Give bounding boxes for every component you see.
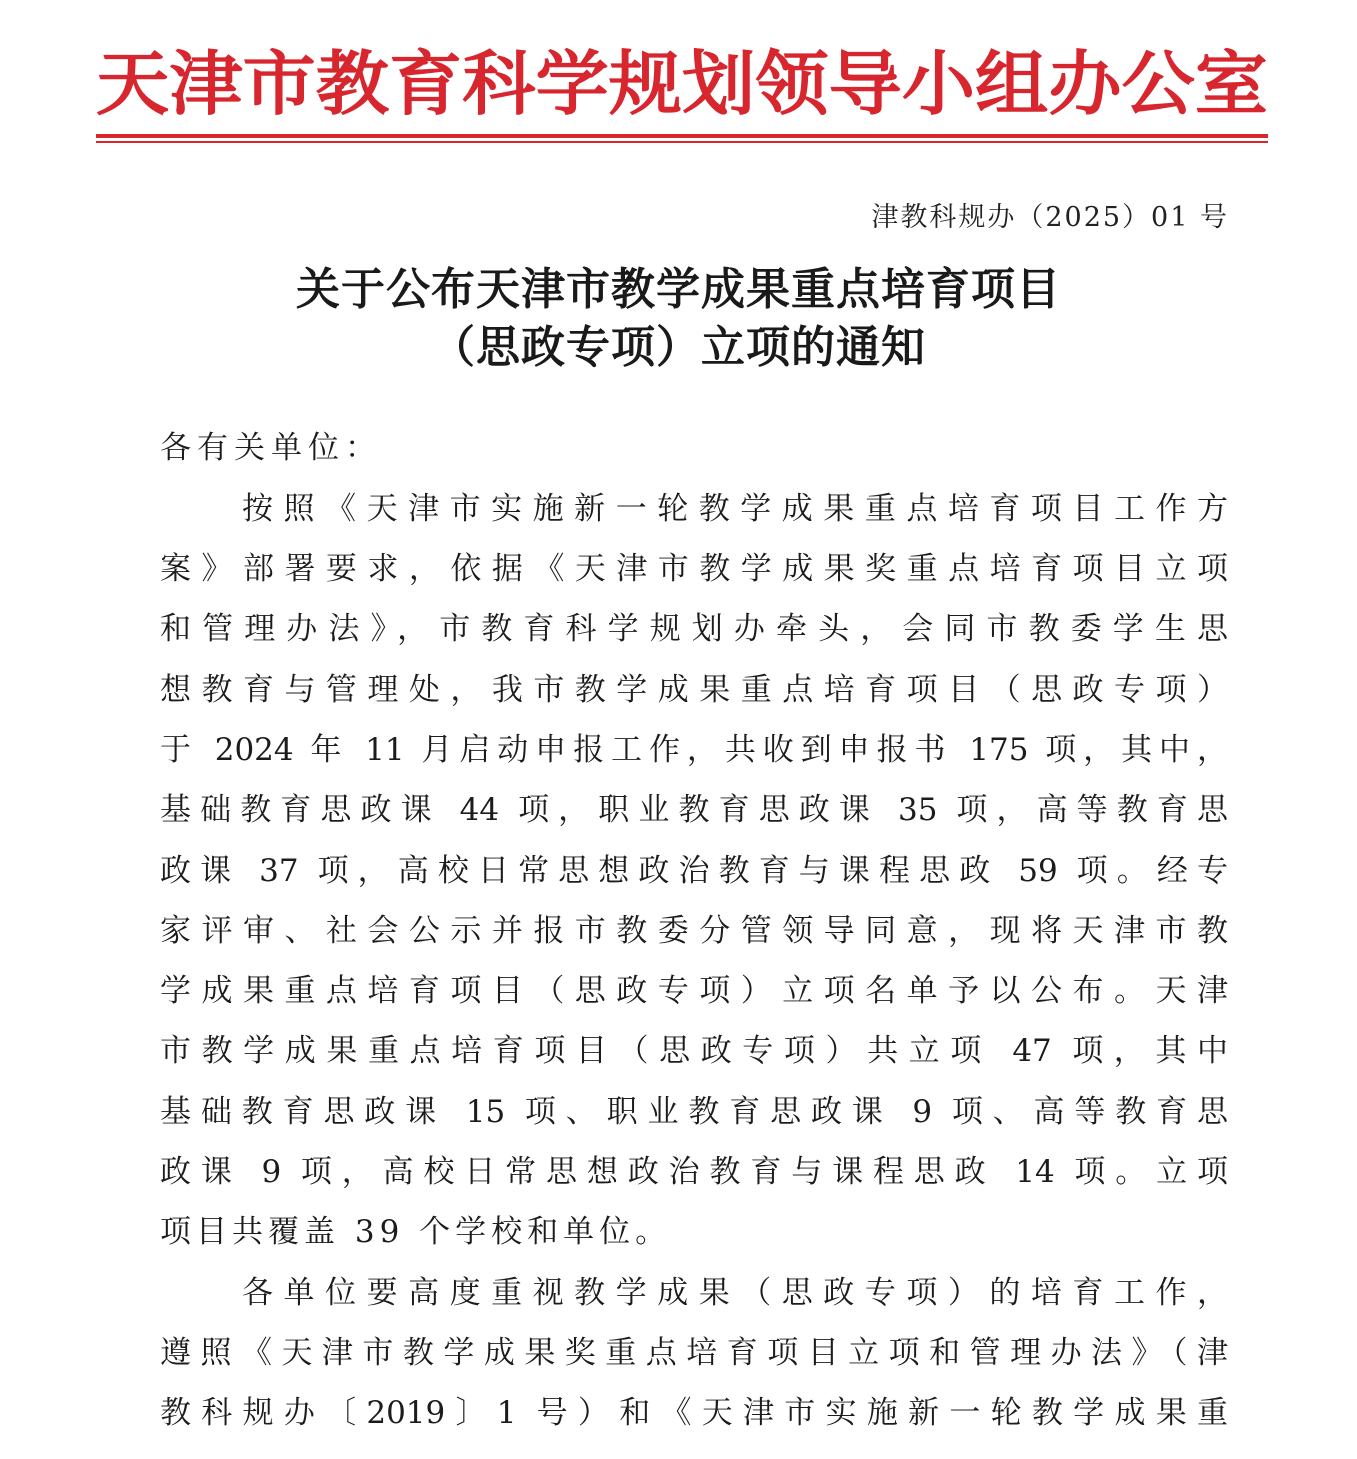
body-line: 教科规办〔2019〕1 号）和《天津市实施新一轮教学成果重 bbox=[160, 1395, 1228, 1431]
header-red-rule-thin bbox=[96, 141, 1268, 143]
body-line: 政课 37 项，高校日常思想政治教育与课程思政 59 项。经专 bbox=[160, 853, 1228, 889]
document-number: 津教科规办（2025）01 号 bbox=[871, 202, 1229, 233]
body-line: 各单位要高度重视教学成果（思政专项）的培育工作， bbox=[242, 1275, 1228, 1311]
body-line: 想教育与管理处，我市教学成果重点培育项目（思政专项） bbox=[160, 672, 1228, 708]
salutation: 各有关单位： bbox=[160, 430, 382, 466]
org-name: 天津市教育科学规划领导小组办公室 bbox=[96, 42, 1268, 125]
body-line: 遵照《天津市教学成果奖重点培育项目立项和管理办法》（津 bbox=[160, 1335, 1228, 1371]
body-line: 家评审、社会公示并报市教委分管领导同意，现将天津市教 bbox=[160, 913, 1228, 949]
body-line: 政课 9 项，高校日常思想政治教育与课程思政 14 项。立项 bbox=[160, 1154, 1228, 1190]
body-line: 和管理办法》，市教育科学规划办牵头，会同市教委学生思 bbox=[160, 611, 1228, 647]
header-red-rule bbox=[96, 134, 1268, 138]
org-header bbox=[96, 38, 1268, 130]
body-line: 项目共覆盖 39 个学校和单位。 bbox=[160, 1214, 672, 1250]
body-line: 基础教育思政课 44 项，职业教育思政课 35 项，高等教育思 bbox=[160, 792, 1228, 828]
document-title-line-1: 关于公布天津市教学成果重点培育项目 bbox=[296, 264, 1061, 315]
document-title-line-2: （思政专项）立项的通知 bbox=[431, 322, 926, 373]
body-line: 基础教育思政课 15 项、职业教育思政课 9 项、高等教育思 bbox=[160, 1094, 1228, 1130]
body-line: 案》部署要求，依据《天津市教学成果奖重点培育项目立项 bbox=[160, 551, 1228, 587]
body-line: 市教学成果重点培育项目（思政专项）共立项 47 项，其中 bbox=[160, 1033, 1228, 1069]
body-line: 按照《天津市实施新一轮教学成果重点培育项目工作方 bbox=[242, 491, 1228, 527]
body-line: 于 2024 年 11 月启动申报工作，共收到申报书 175 项，其中， bbox=[160, 732, 1228, 768]
body-line: 学成果重点培育项目（思政专项）立项名单予以公布。天津 bbox=[160, 973, 1228, 1009]
